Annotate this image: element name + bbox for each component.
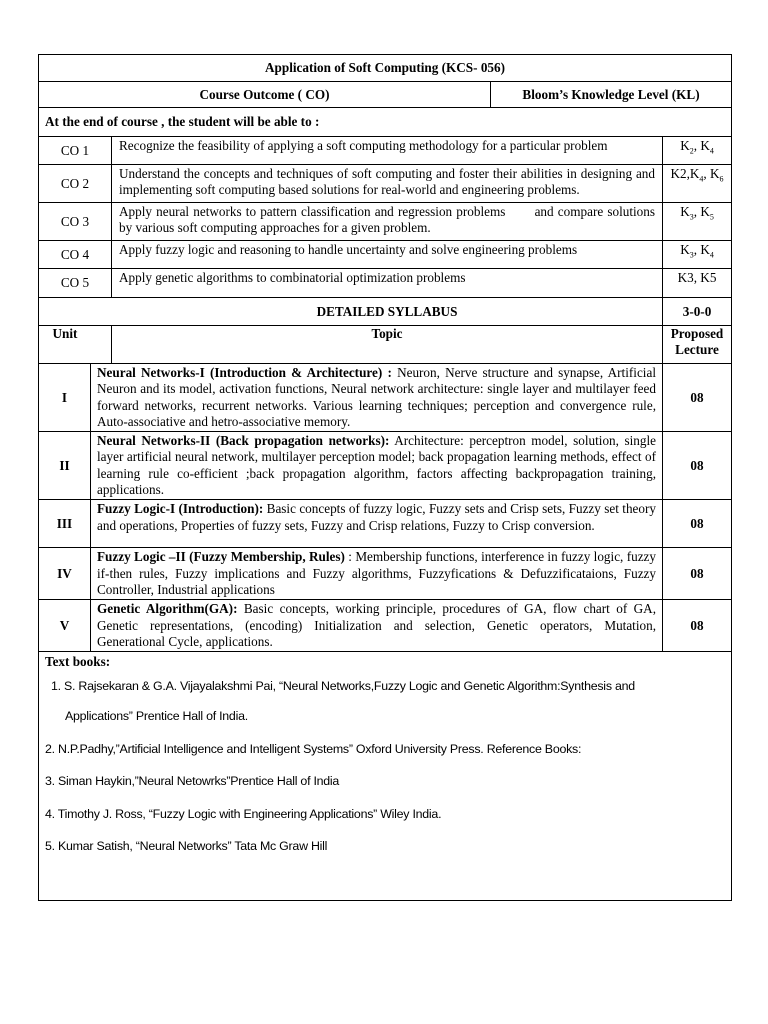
syllabus-column-headers [39, 326, 732, 364]
syllabus-heading-row [39, 298, 732, 326]
co-description: Recognize the feasibility of applying a soft computing methodology for a particular problem [112, 137, 663, 165]
unit-column-header: Unit [39, 326, 112, 364]
co-id: CO 4 [39, 241, 112, 269]
intro-row [39, 108, 732, 137]
syllabus-document [38, 54, 731, 901]
lecture-column-header: Proposed Lecture [663, 326, 732, 364]
unit-lectures: 08 [663, 432, 732, 500]
unit-lectures: 08 [663, 600, 732, 652]
unit-topic: Fuzzy Logic-I (Introduction): Basic concepts of fuzzy logic, Fuzzy sets and Crisp sets, Fuzzy set theory and operations, Properties of fuzzy sets, Fuzzy and Crisp relations, Fuzzy to Crisp conversion. [91, 500, 663, 548]
unit-topic: Neural Networks-I (Introduction & Architecture) : Neuron, Nerve structure and synapse, Artificial Neuron and its model, activation functions, Neural network architecture: single layer and multilayer feed forward networks, recurrent networks. Various learning techniques; perception and convergence rule, Auto-associative and hetro-associative memory. [91, 364, 663, 432]
co-knowledge-level: $K_3$, $K_4$ [663, 241, 732, 269]
topic-column-header: Topic [112, 326, 663, 364]
co-description: Apply neural networks to pattern classification and regression problems and compare solutions by various soft computing approaches for a given problem. [112, 203, 663, 241]
unit-lectures: 08 [663, 364, 732, 432]
unit-row [39, 548, 732, 600]
unit-lectures: 08 [663, 548, 732, 600]
co-knowledge-level: $K_2$, $K_4$ [663, 137, 732, 165]
unit-topic: Genetic Algorithm(GA): Basic concepts, working principle, procedures of GA, flow chart of GA, Genetic representations, (encoding) Initialization and selection, Genetic operators, Mutation, Generational Cycle, applications. [91, 600, 663, 652]
unit-row [39, 364, 732, 432]
co-id: CO 3 [39, 203, 112, 241]
textbook-item: 2. N.P.Padhy,”Artificial Intelligence and Intelligent Systems” Oxford University Press. Reference Books: [45, 741, 582, 756]
co-header-row [39, 82, 732, 108]
textbook-item: 4. Timothy J. Ross, “Fuzzy Logic with Engineering Applications” Wiley India. [45, 806, 442, 821]
unit-row [39, 500, 732, 548]
unit-lectures: 08 [663, 500, 732, 548]
co-id: CO 1 [39, 137, 112, 165]
unit-number: I [39, 364, 91, 432]
textbook-item: 1. S. Rajsekaran & G.A. Vijayalakshmi Pai, “Neural Networks,Fuzzy Logic and Genetic Algorithm:Synthesis and [51, 679, 635, 694]
course-title: Application of Soft Computing (KCS- 056) [39, 55, 732, 82]
textbook-item: 3. Siman Haykin,”Neural Netowrks”Prentice Hall of India [45, 774, 340, 789]
unit-number: II [39, 432, 91, 500]
detailed-syllabus-heading: DETAILED SYLLABUS [39, 298, 663, 326]
co-knowledge-level: $K_3$, $K_5$ [663, 203, 732, 241]
textbooks-heading: Text books: [45, 654, 111, 670]
unit-number: V [39, 600, 91, 652]
co-id: CO 5 [39, 269, 112, 298]
co-row [39, 203, 732, 241]
co-row [39, 241, 732, 269]
units-table [38, 364, 732, 901]
textbooks-row [39, 652, 732, 901]
course-intro: At the end of course , the student will be able to : [39, 108, 732, 137]
co-row [39, 165, 732, 203]
unit-topic: Neural Networks-II (Back propagation networks): Architecture: perceptron model, solution, single layer artificial neural network, multilayer perception model; back propagation learning methods, effect of learning rule co-efficient ;back propagation algorithm, factors affecting backpropagation training, applications. [91, 432, 663, 500]
co-id: CO 2 [39, 165, 112, 203]
unit-number: IV [39, 548, 91, 600]
course-title-row [39, 55, 732, 82]
syllabus-table [38, 54, 732, 364]
unit-number: III [39, 500, 91, 548]
co-description: Understand the concepts and techniques of soft computing and foster their abilities in designing and implementing soft computing based solutions for real-world and engineering problems. [112, 165, 663, 203]
course-outcome-header: Course Outcome ( CO) [39, 82, 491, 108]
textbook-item: 5. Kumar Satish, “Neural Networks” Tata Mc Graw Hill [45, 839, 328, 854]
co-description: Apply genetic algorithms to combinatorial optimization problems [112, 269, 663, 298]
co-row [39, 137, 732, 165]
co-row [39, 269, 732, 298]
unit-row [39, 600, 732, 652]
co-knowledge-level: K3, K5 [663, 269, 732, 298]
co-knowledge-level: $K2,K_4$, $K_6$ [663, 165, 732, 203]
unit-row [39, 432, 732, 500]
co-description: Apply fuzzy logic and reasoning to handle uncertainty and solve engineering problems [112, 241, 663, 269]
bloom-level-header: Bloom’s Knowledge Level (KL) [491, 82, 732, 108]
textbook-item-continued: Applications” Prentice Hall of India. [65, 709, 248, 724]
ltp-value: 3-0-0 [663, 298, 732, 326]
unit-topic: Fuzzy Logic –II (Fuzzy Membership, Rules) : Membership functions, interference in fuzzy logic, fuzzy if-then rules, Fuzzy implications and Fuzzy algorithms, Fuzzyfications & Defuzzificataions, Fuzzy Controller, Industrial applications [91, 548, 663, 600]
textbooks-section [39, 652, 732, 901]
